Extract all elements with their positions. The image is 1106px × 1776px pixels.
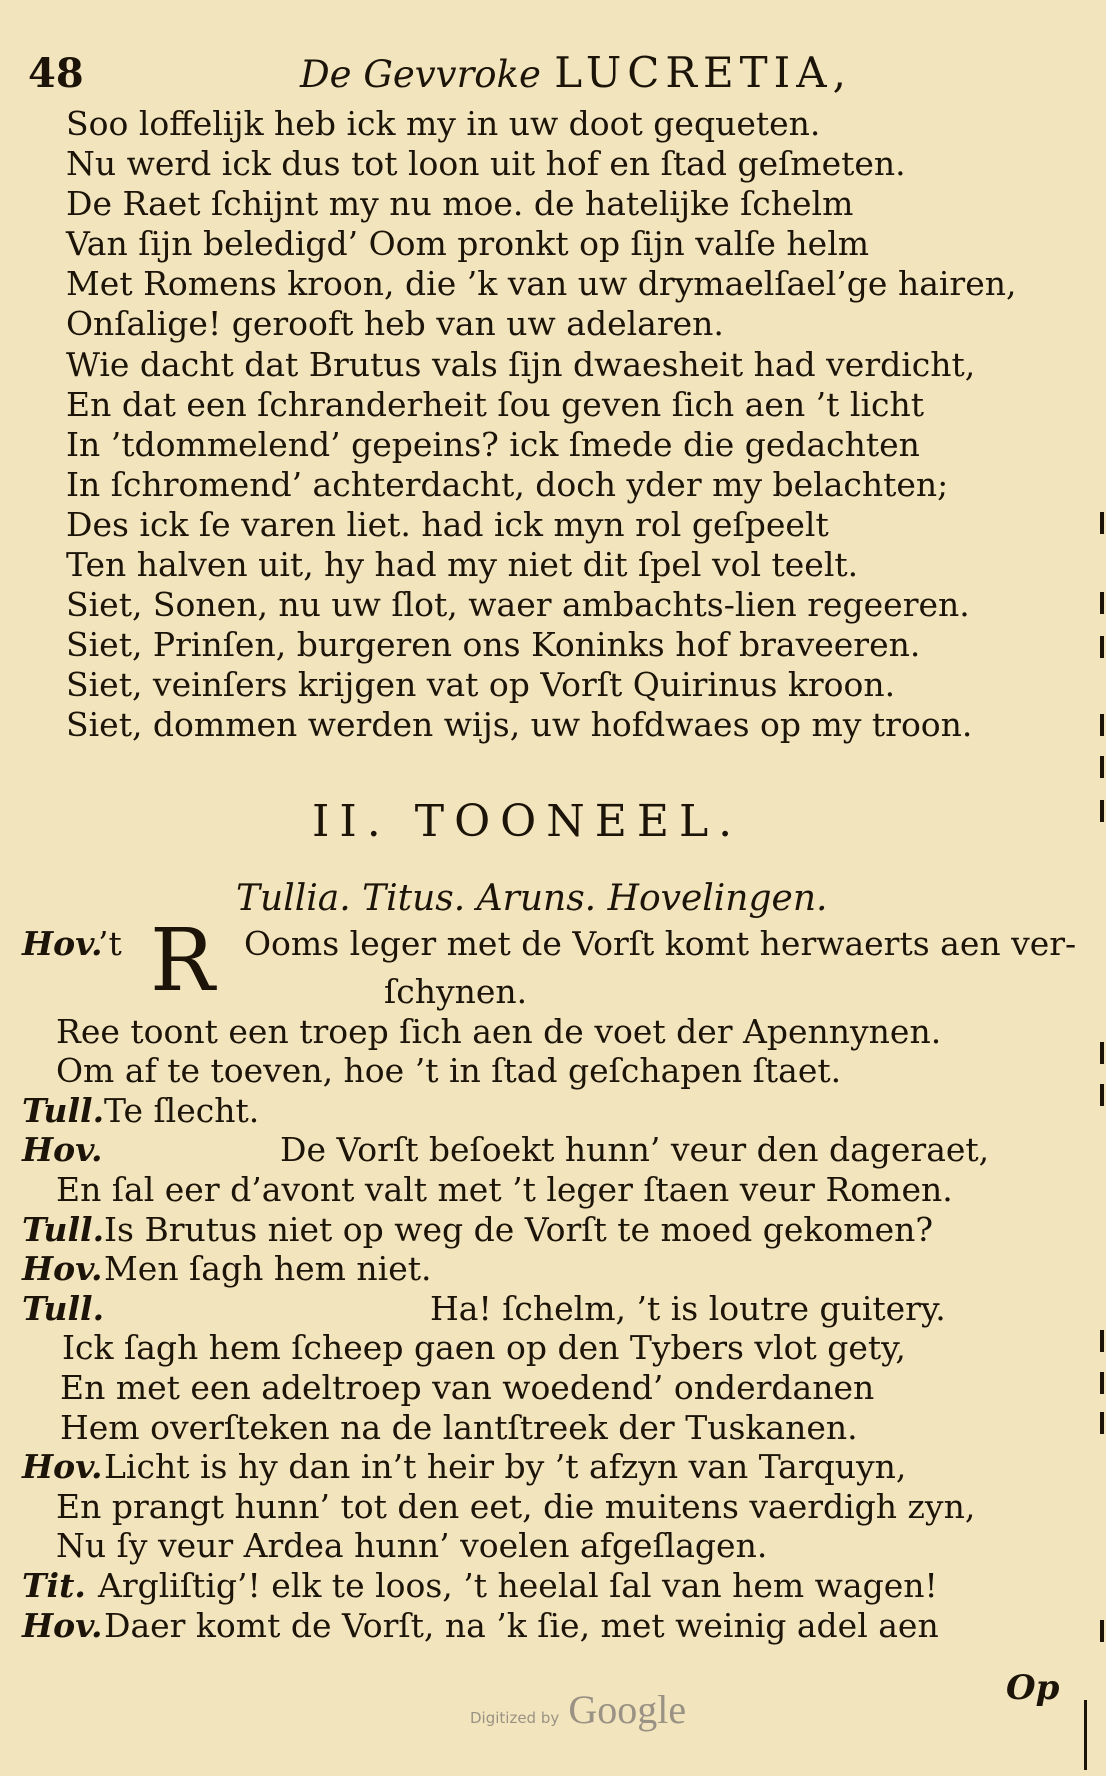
- speaker-label: Hov.: [22, 924, 103, 963]
- dialogue-text: Te ſlecht.: [104, 1090, 260, 1130]
- facing-page-edge-mark: [1100, 636, 1104, 658]
- dialogue-line: [22, 1091, 1082, 1131]
- verse-line: In ’tdommelend’ gepeins? ick ſmede die gedachten: [66, 424, 920, 464]
- dialogue-block: [22, 911, 1082, 1645]
- dialogue-text: En met een adeltroep van woedend’ onderdanen: [60, 1367, 875, 1407]
- facing-page-edge-mark: [1100, 512, 1104, 534]
- page-header: [28, 44, 1028, 104]
- verse-line: Wie dacht dat Brutus vals ſijn dwaesheit had verdicht,: [66, 344, 976, 384]
- dialogue-line: [22, 1289, 1082, 1329]
- facing-page-edge-mark: [1100, 1372, 1104, 1394]
- dialogue-text: Ick ſagh hem ſcheep gaen op den Tybers vlot gety,: [62, 1328, 906, 1368]
- facing-page-edge-mark: [1100, 800, 1104, 822]
- scene-heading-text: II. TOONEEL.: [312, 796, 743, 847]
- facing-page-edge-mark: [1100, 1084, 1104, 1106]
- dialogue-line: [22, 1170, 1082, 1210]
- speaker-label: Hov.: [22, 1447, 103, 1487]
- verse-line: Ten halven uit, hy had my niet dit ſpel vol teelt.: [66, 545, 859, 585]
- verse-line: Siet, Sonen, nu uw ſlot, waer ambachts-lien regeeren.: [66, 585, 970, 625]
- speaker-label: Hov.: [22, 1249, 103, 1289]
- dialogue-text: Ha! ſchelm, ’t is loutre guitery.: [430, 1288, 946, 1328]
- dialogue-line: [22, 1487, 1082, 1527]
- catchword: Op: [1006, 1668, 1060, 1708]
- dialogue-line: [22, 1566, 1082, 1606]
- facing-page-edge-mark: [1100, 1620, 1104, 1642]
- verse-line: Nu werd ick dus tot loon uit hof en ſtad geſmeten.: [66, 144, 906, 184]
- verse-line: De Raet ſchijnt my nu moe. de hatelijke ſchelm: [66, 184, 854, 224]
- speaker-label: Tull.: [22, 1090, 105, 1130]
- speaker-label: Hov.: [22, 1605, 103, 1645]
- facing-page-edge-mark: [1100, 1042, 1104, 1064]
- dialogue-text: De Vorſt beſoekt hunn’ veur den dageraet,: [280, 1130, 990, 1170]
- drop-cap: R: [150, 911, 215, 1011]
- dialogue-text: Daer komt de Vorſt, na ’k ſie, met weinig adel aen: [104, 1605, 939, 1645]
- dialogue-line: [22, 1606, 1082, 1646]
- verse-line: Onſalige! gerooft heb van uw adelaren.: [66, 304, 724, 344]
- speaker-label: Tull.: [22, 1288, 105, 1328]
- dialogue-line: [22, 1368, 1082, 1408]
- dialogue-line: [22, 1526, 1082, 1566]
- facing-page-edge-mark: [1100, 714, 1104, 736]
- running-title: [300, 48, 852, 97]
- page-edge-line: [1084, 1700, 1087, 1770]
- dialogue-line: [22, 1447, 1082, 1487]
- facing-page-edge-mark: [1100, 1330, 1104, 1352]
- dialogue-line: [22, 1012, 1082, 1052]
- verse-line: Siet, veinſers krijgen vat op Vorſt Quirinus kroon.: [66, 665, 896, 705]
- dialogue-line: [22, 1051, 1082, 1091]
- dialogue-text: Ooms leger met de Vorſt komt herwaerts aen ver-: [244, 924, 1077, 963]
- dialogue-text: Argliſtig’! elk te loos, ’t heelal ſal van hem wagen!: [98, 1565, 938, 1605]
- facing-page-edge-mark: [1100, 756, 1104, 778]
- dialogue-line: [22, 1328, 1082, 1368]
- dialogue-line: [22, 1408, 1082, 1448]
- dialogue-line: [22, 1249, 1082, 1289]
- verse-line: Siet, Prinſen, burgeren ons Koninks hof braveeren.: [66, 625, 921, 665]
- page-number: 48: [28, 50, 84, 97]
- verse-line: In ſchromend’ achterdacht, doch yder my belachten;: [66, 464, 949, 504]
- dialogue-text: En prangt hunn’ tot den eet, die muitens vaerdigh zyn,: [56, 1486, 976, 1526]
- verse-block: [66, 104, 1026, 746]
- verse-line: Met Romens kroon, die ’k van uw drymaelſael’ge hairen,: [66, 264, 1017, 304]
- dialogue-text: Is Brutus niet op weg de Vorſt te moed gekomen?: [104, 1209, 934, 1249]
- verse-line: Des ick ſe varen liet. had ick myn rol geſpeelt: [66, 504, 829, 544]
- dialogue-text: Om af te toeven, hoe ’t in ſtad geſchapen ſtaet.: [56, 1051, 842, 1091]
- facing-page-edge-mark: [1100, 592, 1104, 614]
- facing-page-edge-mark: [1100, 1412, 1104, 1434]
- verse-line: Siet, dommen werden wijs, uw hofdwaes op my troon.: [66, 705, 973, 745]
- watermark-prefix: Digitized by: [470, 1709, 560, 1727]
- dialogue-line: [22, 972, 1082, 1012]
- verse-line: En dat een ſchranderheit ſou geven ſich aen ’t licht: [66, 384, 925, 424]
- dialogue-line: [22, 1210, 1082, 1250]
- dialogue-text: Ree toont een troep ſich aen de voet der Apennynen.: [56, 1011, 942, 1051]
- dialogue-text: ſchynen.: [384, 972, 528, 1011]
- dialogue-line: [22, 1130, 1082, 1170]
- dialogue-text: Licht is hy dan in’t heir by ’t afzyn van Tarquyn,: [104, 1447, 907, 1487]
- dialogue-prefix: ’t: [98, 924, 122, 963]
- running-title-italic: De Gevvroke: [300, 53, 541, 96]
- speaker-label: Tull.: [22, 1209, 105, 1249]
- dialogue-text: En ſal eer d’avont valt met ’t leger ſtaen veur Romen.: [56, 1169, 953, 1209]
- speaker-label: Tit.: [22, 1565, 86, 1605]
- dialogue-text: Men ſagh hem niet.: [104, 1249, 432, 1289]
- speaker-label: Hov.: [22, 1130, 103, 1170]
- digitization-watermark: [470, 1686, 686, 1733]
- verse-line: Van ſijn beledigd’ Oom pronkt op ſijn valſe helm: [66, 224, 870, 264]
- dialogue-text: Nu ſy veur Ardea hunn’ voelen afgeſlagen.: [56, 1526, 768, 1566]
- running-title-caps: LUCRETIA,: [554, 48, 852, 97]
- dialogue-text: Hem overſteken na de lantſtreek der Tuskanen.: [60, 1407, 858, 1447]
- cast-list: Tullia. Titus. Aruns. Hovelingen.: [236, 878, 828, 919]
- watermark-brand: Google: [568, 1687, 687, 1732]
- verse-line: Soo loffelijk heb ick my in uw doot gequeten.: [66, 104, 821, 143]
